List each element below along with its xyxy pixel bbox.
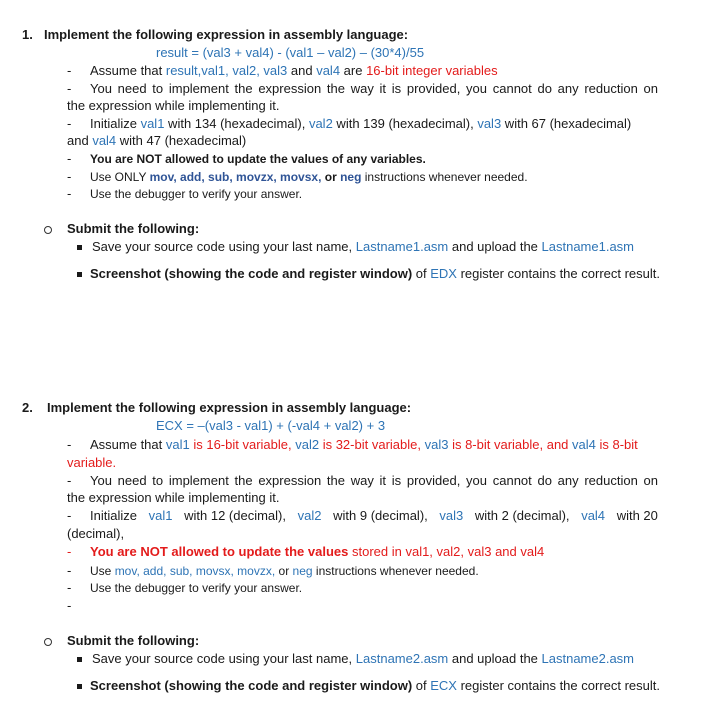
circle-bullet-icon (44, 638, 52, 646)
dash-bullet: - (67, 508, 72, 523)
dash-bullet: - (67, 81, 72, 96)
q2-reduction-line1: You need to implement the expression the way it is provided, you cannot do any reduction on (90, 473, 658, 488)
text: instructions whenever needed. (312, 564, 479, 578)
text: register contains the correct result. (456, 266, 660, 281)
text: with 67 (hexadecimal) (501, 116, 632, 131)
variable-list: result,val1, val2, val3 (165, 63, 288, 78)
q1-reduction-line1: You need to implement the expression the way it is provided, you cannot do any reduction on (90, 81, 658, 96)
variable-val4: val4 (316, 63, 341, 78)
q2-assume-line2: variable. (67, 455, 117, 470)
text: Screenshot (showing the code and register window) (90, 678, 413, 693)
q1-number: 1. (22, 27, 33, 42)
text: are (340, 63, 367, 78)
text: Use ONLY (90, 170, 150, 184)
text: of (412, 678, 431, 693)
square-bullet-icon (77, 657, 82, 662)
variable-val3: val3 (439, 508, 464, 523)
instruction-neg: neg (340, 170, 362, 184)
text: stored in val1, val2, val3 and val4 (348, 544, 545, 559)
q1-debugger-line: Use the debugger to verify your answer. (90, 187, 303, 201)
dash-bullet: - (67, 169, 72, 184)
q2-submit-heading: Submit the following: (67, 633, 200, 648)
q1-initialize-line2 (67, 133, 246, 148)
filename: Lastname1.asm (541, 239, 635, 254)
variable-val1: val1 (148, 508, 173, 523)
q2-no-update-note (90, 544, 544, 559)
dash-bullet: - (67, 116, 72, 131)
variable-val2: val2 (297, 508, 322, 523)
variable-type: is 8-bit (595, 437, 638, 452)
instruction-neg: neg (292, 564, 313, 578)
text: Initialize (90, 116, 141, 131)
variable-val4: val4 (581, 508, 606, 523)
text: You are NOT allowed to update the values (90, 544, 349, 559)
text: or (321, 170, 341, 184)
text: Save your source code using your last name, (92, 239, 356, 254)
q2-expression: ECX = –(val3 - val1) + (-val4 + val2) + 3 (156, 418, 386, 433)
q1-expression: result = (val3 + val4) - (val1 – val2) – (30*4)/55 (156, 45, 425, 60)
text: Save your source code using your last name, (92, 651, 356, 666)
text: instructions whenever needed. (361, 170, 528, 184)
q1-instructions-line (90, 170, 528, 184)
dash-bullet: - (67, 563, 72, 578)
q1-save-line (92, 239, 634, 254)
variable-val4: val4 (92, 133, 117, 148)
text: and (287, 63, 317, 78)
variable-val1: val1 (165, 437, 190, 452)
square-bullet-icon (77, 684, 82, 689)
q2-reduction-line2: the expression while implementing it. (67, 490, 280, 505)
variable-val2: val2 (308, 116, 333, 131)
dash-bullet: - (67, 186, 72, 201)
variable-val3: val3 (424, 437, 449, 452)
circle-bullet-icon (44, 226, 52, 234)
filename: Lastname2.asm (541, 651, 635, 666)
q1-no-update-note: You are NOT allowed to update the values of any variables. (90, 152, 426, 166)
text: Initialize (90, 508, 137, 523)
text: Screenshot (showing the code and register window) (90, 266, 413, 281)
q1-assume-line (90, 63, 498, 78)
text: Assume that (90, 63, 166, 78)
text: with 134 (hexadecimal), (164, 116, 309, 131)
square-bullet-icon (77, 272, 82, 277)
dash-bullet: - (67, 473, 72, 488)
q2-number: 2. (22, 400, 33, 415)
q1-screenshot-line (90, 266, 660, 281)
text: with 12 (decimal), (184, 508, 286, 523)
q1-initialize-line1 (90, 116, 631, 131)
q2-heading: Implement the following expression in assembly language: (47, 400, 412, 415)
filename: Lastname1.asm (355, 239, 449, 254)
text: with 139 (hexadecimal), (332, 116, 478, 131)
q2-initialize-line2: (decimal), (67, 526, 125, 541)
text: register contains the correct result. (456, 678, 660, 693)
q2-save-line (92, 651, 634, 666)
variable-type: is 32-bit variable, (319, 437, 425, 452)
text: and (67, 133, 93, 148)
variable-val3: val3 (477, 116, 502, 131)
text: Use (90, 564, 115, 578)
square-bullet-icon (77, 245, 82, 250)
dash-bullet: - (67, 151, 72, 166)
q2-initialize-line1 (90, 508, 658, 523)
variable-type: is 16-bit variable, (189, 437, 296, 452)
text: Assume that (90, 437, 166, 452)
text: of (412, 266, 431, 281)
text: with 2 (decimal), (474, 508, 570, 523)
q1-reduction-line2: the expression while implementing it. (67, 98, 280, 113)
text: with 20 (616, 508, 658, 523)
variable-val2: val2 (295, 437, 320, 452)
text: and upload the (448, 239, 542, 254)
variable-type: 16-bit integer variables (366, 63, 498, 78)
instruction-list: mov, add, sub, movzx, movsx, (149, 170, 322, 184)
filename: Lastname2.asm (355, 651, 449, 666)
dash-bullet: - (67, 63, 72, 78)
dash-bullet: - (67, 598, 72, 613)
q2-debugger-line: Use the debugger to verify your answer. (90, 581, 303, 595)
q2-screenshot-line (90, 678, 660, 693)
text: with 47 (hexadecimal) (116, 133, 247, 148)
q2-assume-line1 (90, 437, 638, 452)
text: or (275, 564, 293, 578)
text: with 9 (decimal), (333, 508, 428, 523)
dash-bullet: - (67, 580, 72, 595)
variable-val1: val1 (140, 116, 165, 131)
dash-bullet: - (67, 437, 72, 452)
register-name: ECX (430, 678, 457, 693)
text: and upload the (448, 651, 542, 666)
q1-submit-heading: Submit the following: (67, 221, 200, 236)
q1-heading: Implement the following expression in assembly language: (44, 27, 409, 42)
variable-type: is 8-bit variable, (448, 437, 547, 452)
instruction-list: mov, add, sub, movsx, movzx, (114, 564, 276, 578)
register-name: EDX (430, 266, 457, 281)
variable-val4: val4 (572, 437, 596, 452)
text: and (546, 437, 573, 452)
q2-instructions-line (90, 564, 479, 578)
dash-bullet: - (67, 544, 72, 559)
